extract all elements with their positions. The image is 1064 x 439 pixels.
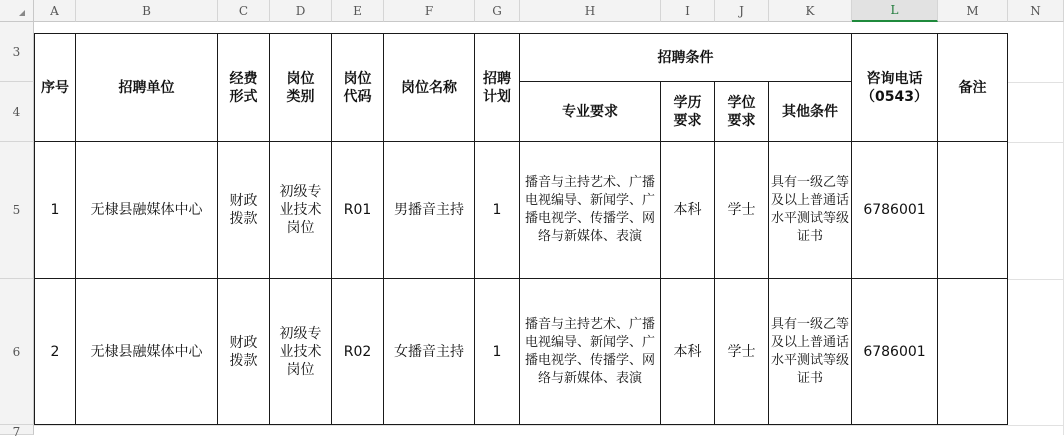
column-header-n[interactable]: N bbox=[1008, 0, 1064, 22]
row-header-6[interactable]: 6 bbox=[0, 279, 34, 425]
cell-fund[interactable]: 财政 拨款 bbox=[218, 142, 270, 279]
header-post-name[interactable]: 岗位名称 bbox=[384, 33, 475, 142]
row-header-4[interactable]: 4 bbox=[0, 82, 34, 142]
row-header-7[interactable]: 7 bbox=[0, 425, 34, 435]
column-header-d[interactable]: D bbox=[270, 0, 332, 22]
cell-phone[interactable]: 6786001 bbox=[852, 142, 938, 279]
column-header-i[interactable]: I bbox=[661, 0, 715, 22]
cell-post-type[interactable]: 初级专 业技术 岗位 bbox=[270, 142, 332, 279]
cell-edu[interactable]: 本科 bbox=[661, 142, 715, 279]
cell-degree[interactable]: 学士 bbox=[715, 279, 769, 425]
cell-edu[interactable]: 本科 bbox=[661, 279, 715, 425]
cell-plan[interactable]: 1 bbox=[475, 142, 520, 279]
cell-fund[interactable]: 财政 拨款 bbox=[218, 279, 270, 425]
cell-post-name[interactable]: 女播音主持 bbox=[384, 279, 475, 425]
cell-unit[interactable]: 无棣县融媒体中心 bbox=[76, 142, 218, 279]
cell-major[interactable]: 播音与主持艺术、广播电视编导、新闻学、广播电视学、传播学、网络与新媒体、表演 bbox=[520, 142, 661, 279]
column-header-a[interactable]: A bbox=[34, 0, 76, 22]
cell-phone[interactable]: 6786001 bbox=[852, 279, 938, 425]
header-other[interactable]: 其他条件 bbox=[769, 82, 852, 142]
header-note[interactable]: 备注 bbox=[938, 33, 1008, 142]
cell-post-code[interactable]: R02 bbox=[332, 279, 384, 425]
select-all-corner[interactable] bbox=[0, 0, 34, 22]
cell-unit[interactable]: 无棣县融媒体中心 bbox=[76, 279, 218, 425]
header-fund[interactable]: 经费 形式 bbox=[218, 33, 270, 142]
column-header-b[interactable]: B bbox=[76, 0, 218, 22]
column-header-k[interactable]: K bbox=[769, 0, 852, 22]
header-seq[interactable]: 序号 bbox=[34, 33, 76, 142]
column-header-g[interactable]: G bbox=[475, 0, 520, 22]
cell-degree[interactable]: 学士 bbox=[715, 142, 769, 279]
cell-plan[interactable]: 1 bbox=[475, 279, 520, 425]
cell-seq[interactable]: 1 bbox=[34, 142, 76, 279]
cell-other[interactable]: 具有一级乙等及以上普通话水平测试等级证书 bbox=[769, 142, 852, 279]
column-header-j[interactable]: J bbox=[715, 0, 769, 22]
header-unit[interactable]: 招聘单位 bbox=[76, 33, 218, 142]
column-header-l[interactable]: L bbox=[852, 0, 938, 22]
cell-note[interactable] bbox=[938, 142, 1008, 279]
column-header-e[interactable]: E bbox=[332, 0, 384, 22]
header-major[interactable]: 专业要求 bbox=[520, 82, 661, 142]
cell-post-name[interactable]: 男播音主持 bbox=[384, 142, 475, 279]
gridline bbox=[34, 425, 1064, 426]
row-header-5[interactable]: 5 bbox=[0, 142, 34, 279]
gridline bbox=[1008, 279, 1064, 280]
header-post-type[interactable]: 岗位 类别 bbox=[270, 33, 332, 142]
header-post-code[interactable]: 岗位 代码 bbox=[332, 33, 384, 142]
header-degree[interactable]: 学位 要求 bbox=[715, 82, 769, 142]
cell-other[interactable]: 具有一级乙等及以上普通话水平测试等级证书 bbox=[769, 279, 852, 425]
select-all-icon bbox=[19, 10, 25, 16]
row-header-3[interactable]: 3 bbox=[0, 22, 34, 82]
gridline bbox=[1008, 142, 1064, 143]
column-header-m[interactable]: M bbox=[938, 0, 1008, 22]
column-header-c[interactable]: C bbox=[218, 0, 270, 22]
cell-major[interactable]: 播音与主持艺术、广播电视编导、新闻学、广播电视学、传播学、网络与新媒体、表演 bbox=[520, 279, 661, 425]
gridline bbox=[1008, 82, 1064, 83]
column-header-h[interactable]: H bbox=[520, 0, 661, 22]
header-edu[interactable]: 学历 要求 bbox=[661, 82, 715, 142]
cell-post-code[interactable]: R01 bbox=[332, 142, 384, 279]
cell-post-type[interactable]: 初级专 业技术 岗位 bbox=[270, 279, 332, 425]
cell-note[interactable] bbox=[938, 279, 1008, 425]
cell-seq[interactable]: 2 bbox=[34, 279, 76, 425]
header-conditions[interactable]: 招聘条件 bbox=[520, 33, 852, 82]
column-header-f[interactable]: F bbox=[384, 0, 475, 22]
header-plan[interactable]: 招聘 计划 bbox=[475, 33, 520, 142]
header-phone[interactable]: 咨询电话 （0543） bbox=[852, 33, 938, 142]
